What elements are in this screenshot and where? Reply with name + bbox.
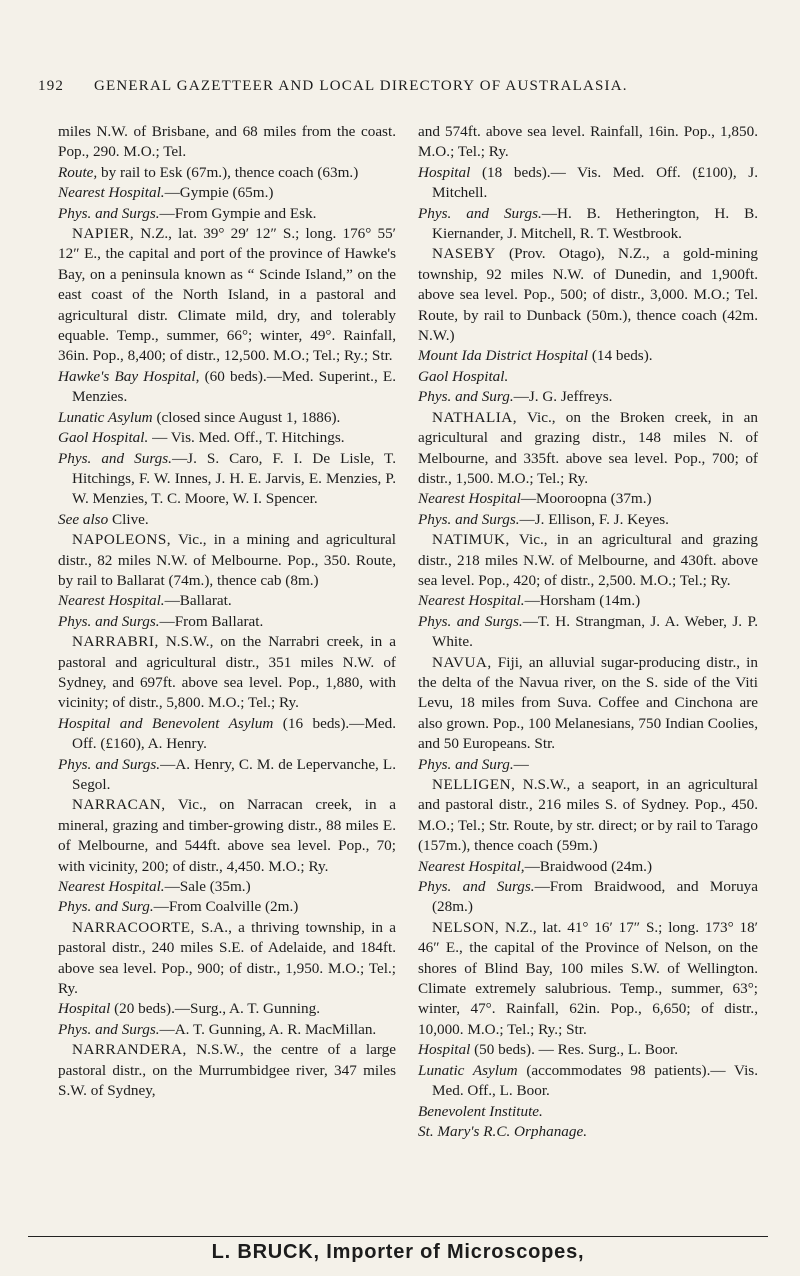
detail-label: Phys. and Surgs. bbox=[58, 204, 160, 222]
entry-text: S.A., a thriving township, in a pastoral distr., 240 miles S.E. of Adelaide, and 184ft. above sea level. Pop., 900; of distr., 1,950. M.O.; Tel.; Ry. bbox=[58, 918, 396, 998]
detail-label: Nearest Hospital, bbox=[418, 857, 525, 875]
entry-detail-line bbox=[58, 367, 396, 408]
detail-label: Nearest Hospital. bbox=[58, 878, 165, 896]
gazetteer-entry bbox=[58, 918, 396, 1000]
entry-text: (18 beds).— Vis. Med. Off. (£100), J. Mitchell. bbox=[432, 163, 758, 202]
entry-detail-line bbox=[418, 1040, 758, 1060]
entry-detail-line bbox=[418, 510, 758, 530]
gazetteer-entry bbox=[418, 244, 758, 346]
entry-text: (closed since August 1, 1886). bbox=[152, 408, 341, 426]
entry-text: N.S.W., a seaport, in an agricultural and pastoral distr., 216 miles S. of Sydney. Pop., 450. M.O.; Tel.; Str. Route, by str. direct; or by rail to Tarago (157m.), thence coach (59m.) bbox=[418, 776, 758, 855]
entry-text: —Gympie (65m.) bbox=[164, 184, 274, 202]
entry-text: —Mooroopna (37m.) bbox=[520, 490, 652, 508]
detail-label: Nearest Hospital bbox=[418, 490, 521, 508]
entry-text: Fiji, an alluvial sugar-producing distr., in the delta of the Navua river, on the S. side of the Viti Levu, 18 miles from Suva. Coffee and Cinchona are also grown. Pop., 100 Melanesians, 750 Indian Coolies, and 50 Europeans. Str. bbox=[418, 653, 758, 753]
running-title: GENERAL GAZETTEER AND LOCAL DIRECTORY OF AUSTRALASIA. bbox=[94, 78, 628, 94]
detail-label: Nearest Hospital. bbox=[58, 184, 165, 202]
detail-label: Lunatic Asylum bbox=[418, 1061, 518, 1079]
detail-label: Phys. and Surgs. bbox=[58, 612, 160, 630]
entry-text: —From Coalville (2m.) bbox=[153, 898, 299, 916]
detail-label: Phys. and Surgs. bbox=[418, 510, 520, 528]
gazetteer-entry bbox=[418, 530, 758, 591]
entry-text: —A. T. Gunning, A. R. MacMillan. bbox=[159, 1020, 377, 1038]
place-name: NATHALIA, bbox=[432, 408, 518, 426]
entry-detail-line bbox=[58, 1020, 396, 1040]
detail-label: Phys. and Surg. bbox=[418, 755, 514, 773]
detail-label: St. Mary's R.C. Orphanage. bbox=[418, 1122, 588, 1140]
entry-text: N.Z., lat. 41° 16′ 17″ S.; long. 173° 18′ 46″ E., the capital of the Province of Nelson, on the shores of Blind Bay, 100 miles S.W. of Wellington. Climate extremely salubrious. Temp., summer, 63°; winter, 47°. Rainfall, 62in. Pop., 6,650; of distr., 10,000. M.O.; Tel.; Ry.; Str. bbox=[418, 918, 758, 1038]
entry-text: N.Z., lat. 39° 29′ 12″ S.; long. 176° 55′ 12″ E., the capital and port of the province of Hawke's Bay, on a peninsula known as “ Scinde Island,” on the east coast of the North Island, in a pastoral and agricultural distr. Climate mild, dry, and tolerably equable. Temp., summer, 66°; winter, 49°. Rainfall, 36in. Pop., 8,400; of distr., 12,500. M.O.; Tel.; Ry.; Str. bbox=[58, 225, 396, 365]
entry-text: (accommodates 98 patients).— Vis. Med. Off., L. Boor. bbox=[432, 1061, 758, 1100]
entry-detail-line bbox=[58, 408, 396, 428]
entry-detail-line bbox=[418, 755, 758, 775]
entry-text: Clive. bbox=[108, 510, 149, 528]
detail-label: Hospital and Benevolent Asylum bbox=[58, 714, 274, 732]
entry-detail-line bbox=[58, 449, 396, 510]
detail-label: Phys. and Surgs. bbox=[58, 1020, 160, 1038]
entry-text: miles N.W. of Brisbane, and 68 miles from the coast. Pop., 290. M.O.; Tel. bbox=[58, 123, 396, 161]
entry-detail-line bbox=[58, 755, 396, 796]
entry-detail-line bbox=[418, 591, 758, 611]
entry-detail-line bbox=[58, 612, 396, 632]
gazetteer-entry bbox=[58, 632, 396, 714]
entry-detail-line bbox=[418, 489, 758, 509]
entry-text: — bbox=[513, 755, 529, 773]
detail-label: Phys. and Surgs. bbox=[58, 755, 161, 773]
gazetteer-entry bbox=[58, 1040, 396, 1101]
detail-label: See also bbox=[58, 510, 109, 528]
detail-label: Nearest Hospital. bbox=[418, 592, 525, 610]
detail-label: Phys. and Surg. bbox=[418, 388, 514, 406]
place-name: NATIMUK, bbox=[432, 531, 510, 549]
continued-text bbox=[58, 122, 396, 163]
right-column bbox=[418, 122, 758, 1142]
detail-label: Phys. and Surgs. bbox=[418, 204, 542, 222]
entry-detail-line bbox=[418, 857, 758, 877]
entry-text: (Prov. Otago), N.Z., a gold-mining township, 92 miles N.W. of Dunedin, and 1,900ft. above sea level. Pop., 500; of distr., 3,000. M.O.; Tel. Route, by rail to Dunback (50m.), thence coach (42m. N.W.) bbox=[418, 245, 758, 345]
entry-detail-line bbox=[418, 1102, 758, 1122]
gazetteer-entry bbox=[418, 408, 758, 490]
place-name: NELSON, bbox=[432, 918, 500, 936]
entry-detail-line bbox=[418, 346, 758, 366]
place-name: NARRANDERA, bbox=[72, 1041, 187, 1059]
entry-text: Vic., in a mining and agricultural distr., 82 miles N.W. of Melbourne. Pop., 350. Route, by rail to Ballarat (74m.), thence cab (8m.) bbox=[58, 531, 396, 589]
entry-detail-line bbox=[58, 897, 396, 917]
entry-detail-line bbox=[58, 183, 396, 203]
place-name: NARRACAN, bbox=[72, 796, 166, 814]
entry-text: —Ballarat. bbox=[164, 592, 232, 610]
entry-text: and 574ft. above sea level. Rainfall, 16in. Pop., 1,850. M.O.; Tel.; Ry. bbox=[418, 123, 758, 161]
entry-detail-line bbox=[58, 510, 396, 530]
entry-detail-line bbox=[58, 999, 396, 1019]
entry-detail-line bbox=[58, 591, 396, 611]
entry-detail-line bbox=[418, 387, 758, 407]
detail-label: Lunatic Asylum bbox=[58, 408, 153, 426]
entry-text: Vic., in an agricultural and grazing distr., 218 miles N.W. of Melbourne, and 430ft. above sea level. Pop., 420; of distr., 2,500. M.O.; Tel.; Ry. bbox=[418, 531, 758, 589]
entry-detail-line bbox=[58, 428, 396, 448]
detail-label: Phys. and Surgs. bbox=[58, 449, 172, 467]
detail-label: Benevolent Institute. bbox=[418, 1102, 543, 1120]
detail-label: Phys. and Surgs. bbox=[418, 878, 535, 896]
entry-text: — Vis. Med. Off., T. Hitchings. bbox=[148, 429, 345, 447]
entry-text: —From Braidwood, and Moruya (28m.) bbox=[432, 878, 759, 916]
entry-text: —Horsham (14m.) bbox=[524, 592, 641, 610]
gazetteer-entry bbox=[58, 224, 396, 367]
entry-text: by rail to Esk (67m.), thence coach (63m.) bbox=[97, 163, 359, 181]
detail-label: Phys. and Surgs. bbox=[418, 612, 523, 630]
detail-label: Nearest Hospital. bbox=[58, 592, 165, 610]
gazetteer-entry bbox=[58, 530, 396, 591]
detail-label: Route, bbox=[58, 163, 98, 181]
entry-text: —A. Henry, C. M. de Lepervanche, L. Segol. bbox=[72, 755, 396, 793]
entry-detail-line bbox=[418, 163, 758, 204]
entry-text: (50 beds). — Res. Surg., L. Boor. bbox=[470, 1041, 679, 1059]
entry-detail-line bbox=[418, 1061, 758, 1102]
entry-detail-line bbox=[58, 714, 396, 755]
place-name: NASEBY bbox=[432, 245, 496, 263]
place-name: NAPOLEONS, bbox=[72, 531, 172, 549]
entry-detail-line bbox=[58, 204, 396, 224]
gazetteer-entry bbox=[418, 653, 758, 755]
entry-text: —J. S. Caro, F. I. De Lisle, T. Hitchings, F. W. Innes, J. H. E. Jarvis, E. Menzies, P. W. Menzies, T. C. Moore, W. I. Spencer. bbox=[72, 449, 397, 508]
place-name: NAVUA, bbox=[432, 653, 492, 671]
entry-text: —Braidwood (24m.) bbox=[524, 857, 652, 875]
place-name: NAPIER, bbox=[72, 225, 135, 243]
entry-detail-line bbox=[58, 163, 396, 183]
entry-text: Vic., on Narracan creek, in a mineral, grazing and timber-growing distr., 88 miles E. of Melbourne, and 544ft. above sea level. Pop., 70; with vicinity, 200; of distr., 4,450. M.O.; Ry. bbox=[58, 796, 396, 875]
detail-label: Hospital bbox=[58, 1000, 111, 1018]
entry-detail-line bbox=[418, 1122, 758, 1142]
entry-text: N.S.W., the centre of a large pastoral distr., on the Murrumbidgee river, 347 miles S.W. of Sydney, bbox=[58, 1041, 396, 1100]
page-number: 192 bbox=[38, 78, 65, 94]
detail-label: Hospital bbox=[418, 163, 471, 181]
left-column bbox=[58, 122, 396, 1102]
footer-advertisement: L. BRUCK, Importer of Microscopes, bbox=[28, 1236, 768, 1264]
entry-detail-line bbox=[418, 204, 758, 245]
detail-label: Mount Ida District Hospital bbox=[418, 347, 589, 365]
place-name: NELLIGEN, bbox=[432, 776, 516, 793]
entry-text: Vic., on the Broken creek, in an agricultural and grazing distr., 148 miles N. of Melbourne, and 335ft. above sea level. Pop., 700; of distr., 1,500. M.O.; Tel.; Ry. bbox=[418, 408, 758, 487]
entry-text: —From Gympie and Esk. bbox=[159, 204, 317, 222]
entry-text: (20 beds).—Surg., A. T. Gunning. bbox=[110, 1000, 320, 1018]
entry-text: —T. H. Strangman, J. A. Weber, J. P. White. bbox=[432, 612, 758, 651]
continued-text bbox=[418, 122, 758, 163]
detail-label: Gaol Hospital. bbox=[58, 429, 149, 447]
entry-text: (14 beds). bbox=[588, 347, 653, 365]
gazetteer-entry bbox=[418, 918, 758, 1040]
entry-text: —J. G. Jeffreys. bbox=[513, 388, 613, 406]
detail-label: Phys. and Surg. bbox=[58, 898, 154, 916]
detail-label: Gaol Hospital. bbox=[418, 367, 509, 385]
entry-text: (16 beds).—Med. Off. (£160), A. Henry. bbox=[72, 714, 396, 753]
gazetteer-entry bbox=[418, 775, 758, 857]
entry-detail-line bbox=[418, 877, 758, 918]
entry-text: —H. B. Hetherington, H. B. Kiernander, J. Mitchell, R. T. Westbrook. bbox=[432, 204, 758, 243]
entry-text: —From Ballarat. bbox=[159, 612, 264, 630]
place-name: NARRACOORTE, bbox=[72, 918, 195, 936]
gazetteer-entry bbox=[58, 795, 396, 877]
entry-detail-line bbox=[418, 612, 758, 653]
entry-text: (60 beds).—Med. Superint., E. Menzies. bbox=[72, 367, 396, 406]
entry-detail-line bbox=[58, 877, 396, 897]
detail-label: Hospital bbox=[418, 1041, 471, 1059]
place-name: NARRABRI, bbox=[72, 633, 159, 651]
entry-text: —Sale (35m.) bbox=[164, 878, 251, 896]
entry-text: N.S.W., on the Narrabri creek, in a pastoral and agricultural distr., 351 miles N.W. of Sydney, and 697ft. above sea level. Pop., 1,880, with vicinity; of distr., 5,800. M.O.; Tel.; Ry. bbox=[58, 633, 396, 712]
entry-text: —J. Ellison, F. J. Keyes. bbox=[519, 510, 669, 528]
detail-label: Hawke's Bay Hospital, bbox=[58, 367, 200, 385]
entry-detail-line bbox=[418, 367, 758, 387]
